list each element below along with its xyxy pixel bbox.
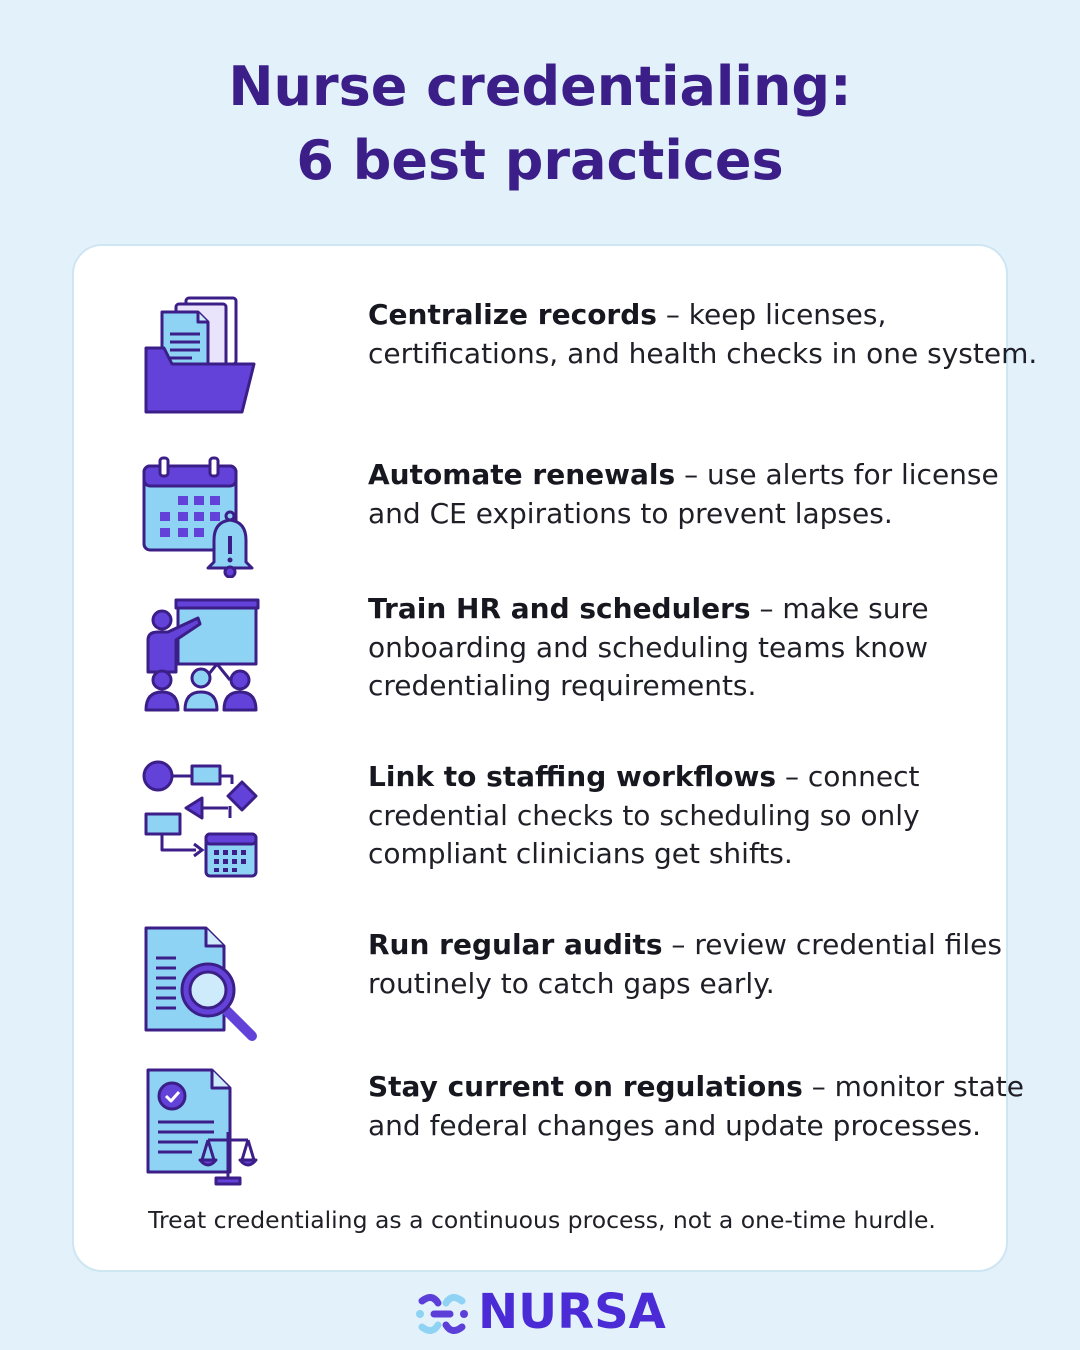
practice-separator: – [662,928,695,961]
practice-separator: – [656,298,689,331]
document-scales-icon [142,1068,260,1190]
brand [414,1284,674,1342]
practice-separator: – [750,592,783,625]
practice-body: connect credential checks to scheduling so only compliant clinicians get shifts. [368,760,920,870]
practices-card [72,244,1038,1272]
workflow-icon [142,758,260,880]
folder-records-icon [142,296,260,418]
document-search-icon [142,926,260,1048]
practice-body: monitor state and federal changes and update processes. [368,1070,1024,1142]
practice-body: review credential files routinely to catch gaps early. [368,928,1002,1000]
practice-separator: – [802,1070,835,1103]
training-presentation-icon [142,590,260,712]
calendar-bell-icon [142,456,260,578]
page-title-line-2: 6 best practices [296,129,784,192]
nursa-logo-icon [414,1287,470,1341]
page-title-line-1: Nurse credentialing: [228,55,852,118]
practice-heading: Stay current on regulations [368,1070,803,1103]
practice-text [368,926,1058,1003]
practice-text [368,590,1058,706]
practice-separator: – [675,458,707,491]
footer-note: Treat credentialing as a continuous process, not a one-time hurdle. [148,1206,936,1234]
page-title [0,50,1080,198]
practice-text [368,1068,1058,1145]
practice-heading: Link to staffing workflows [368,760,777,793]
practice-body: make sure onboarding and scheduling teams know credentialing requirements. [368,592,929,702]
practice-heading: Automate renewals [368,458,676,491]
practice-text [368,758,1058,874]
practice-text [368,296,1058,373]
brand-name: NURSA [478,1284,666,1340]
practice-heading: Run regular audits [368,928,663,961]
practice-body: use alerts for license and CE expirations to prevent lapses. [368,458,999,530]
practice-heading: Centralize records [368,298,657,331]
practice-separator: – [776,760,808,793]
practice-heading: Train HR and schedulers [368,592,751,625]
practice-body: keep licenses, certifications, and health checks in one system. [368,298,1038,370]
practice-text [368,456,1058,533]
